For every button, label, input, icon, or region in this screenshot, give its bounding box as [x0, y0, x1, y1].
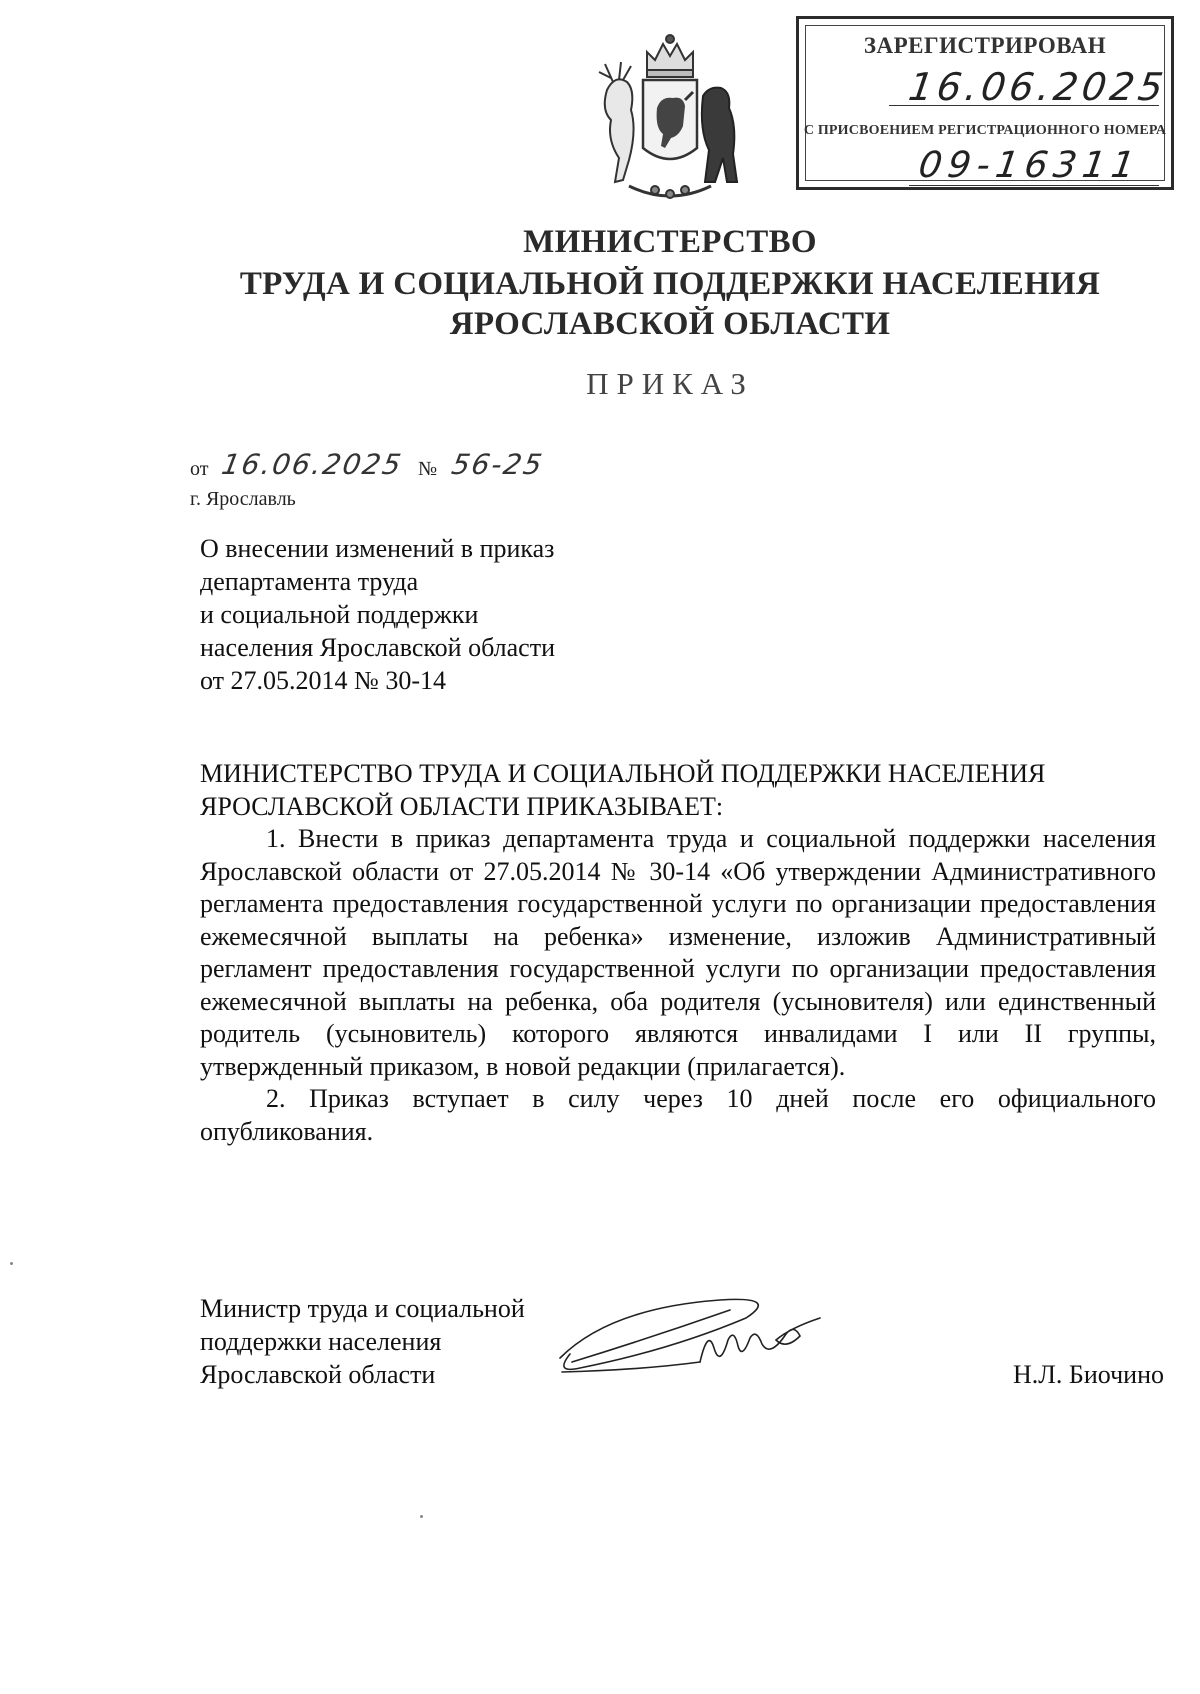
subject-line: от 27.05.2014 № 30-14 — [200, 666, 446, 695]
coat-of-arms-emblem — [585, 30, 755, 205]
handwritten-signature — [550, 1288, 840, 1388]
order-body — [200, 758, 1156, 1148]
signatory-title-line: Министр труда и социальной — [200, 1294, 525, 1323]
order-date: 16.06.2025 — [219, 448, 406, 481]
city: г. Ярославль — [190, 488, 296, 510]
stamp-divider — [909, 185, 1159, 186]
subject-line: населения Ярославской области — [200, 633, 555, 662]
stamp-divider — [889, 105, 1159, 106]
subject-line: и социальной поддержки — [200, 600, 479, 629]
preamble-line: ЯРОСЛАВСКОЙ ОБЛАСТИ ПРИКАЗЫВАЕТ: — [200, 791, 724, 821]
signatory-title-line: поддержки населения — [200, 1327, 442, 1356]
preamble-line: МИНИСТЕРСТВО ТРУДА И СОЦИАЛЬНОЙ ПОДДЕРЖКИ НАСЕЛЕНИЯ — [200, 759, 1046, 788]
order-item-1: 1. Внести в приказ департамента труда и социальной поддержки населения Ярославской области от 27.05.2014 № 30-14 «Об утверждении Административного регламента предоставления государственной услуги по организации предоставления ежемесячной выплаты на ребенка» изменение, изложив Административный регламент предоставления государственной услуги по организации предоставления ежемесячной выплаты на ребенка, оба родителя (усыновителя) или единственный родитель (усыновитель) которого являются инвалидами I или II группы, утвержденный приказом, в новой редакции (прилагается). — [200, 824, 1156, 1081]
document-type: ПРИКАЗ — [586, 366, 754, 401]
order-number: 56-25 — [449, 448, 547, 481]
scan-speck — [420, 1515, 423, 1518]
ministry-full-name: ТРУДА И СОЦИАЛЬНОЙ ПОДДЕРЖКИ НАСЕЛЕНИЯ — [239, 266, 1101, 302]
stamp-title: ЗАРЕГИСТРИРОВАН — [863, 33, 1107, 58]
stamp-subtitle: С ПРИСВОЕНИЕМ РЕГИСТРАЦИОННОГО НОМЕРА — [803, 123, 1167, 138]
ministry-title: МИНИСТЕРСТВО — [523, 224, 817, 260]
order-subject — [200, 532, 620, 697]
registration-stamp — [796, 16, 1174, 190]
signatory-title — [200, 1292, 525, 1391]
scan-speck — [10, 1262, 13, 1265]
number-label: № — [418, 458, 438, 480]
subject-line: О внесении изменений в приказ — [200, 534, 555, 563]
signatory-title-line: Ярославской области — [200, 1360, 436, 1389]
stamp-registration-date: 16.06.2025 — [905, 65, 1170, 109]
ministry-region: ЯРОСЛАВСКОЙ ОБЛАСТИ — [449, 306, 891, 342]
stamp-registration-number: 09-16311 — [916, 145, 1144, 186]
signatory-name: Н.Л. Биочино — [1013, 1360, 1164, 1389]
order-item-2: 2. Приказ вступает в силу через 10 дней после его официального опубликования. — [200, 1084, 1156, 1146]
date-label: от — [190, 458, 209, 480]
subject-line: департамента труда — [200, 567, 419, 596]
